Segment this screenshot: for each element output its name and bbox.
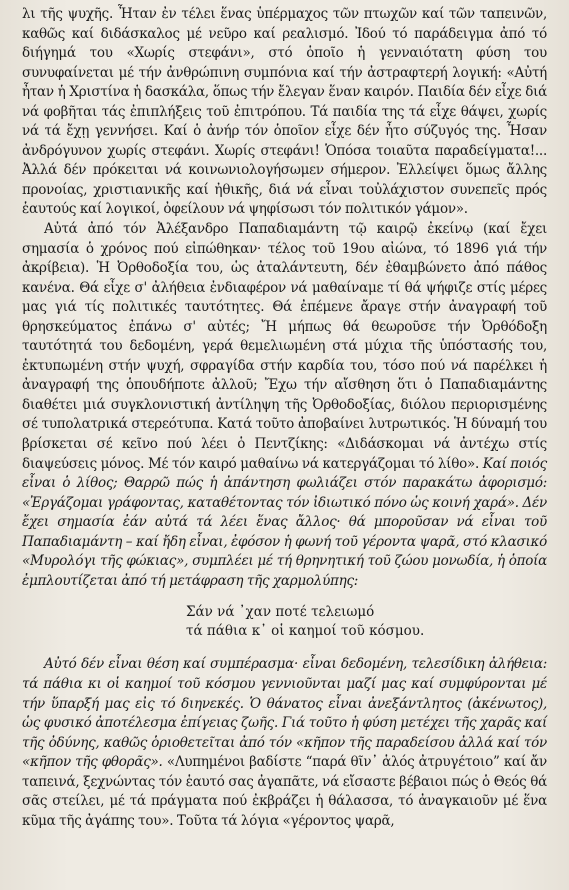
paragraph-3-part-a: Αὐτό δέν εἶναι θέση καί συμπέρασμα· εἶναι δεδομένη, τελεσίδικη ἀλήθεια: τά πάθια κι οἱ καημοί τοῦ κόσμου γεννιοῦνται μαζί μας καί συμφύρονται μέ τήν ὕπαρξή μας εἰς τό διηνεκές. Ὁ θάνατος εἶναι ἀνεξάντλητος (ἀκένωτος), ὡς φυσικό ἀποτέλεσμα ἐπίγειας ζωῆς. Γιά τοῦτο ἡ φύση μετέχει τῆς χαρᾶς καί τῆς ὀδύνης, καθῶς ὁριοθετεῖται ἀπό τόν «κῆπον τῆς παραδείσου ἀλλά καί τόν «κῆπον τῆς φθορᾶς». — [22, 656, 547, 771]
paragraph-2-part-c: Καί ποιός εἶναι ὁ λίθος; Θαρρῶ πώς ἡ ἀπάντηση φωλιάζει στόν παρακάτω ἀφορισμό: «Ἐργάζομαι γράφοντας, καταθέτοντας τόν ἰδιωτικό πόνο ὡς κοινή χαρά». Δέν ἔχει σημασία ἐάν αὐτά τά λέει ἕνας ἄλλος· θά μποροῦσαν νά εἶναι τοῦ Παπαδιαμάντη – καί ἤδη εἶναι, ἐφόσον ἡ φωνή τοῦ γέροντα ψαρᾶ, στό κλασικό «Μυρολόγι τῆς φώκιας», συμπλέει μέ τή θρηνητική τοῦ ζώου μονωδία, ἡ ὁποία ἐμπλουτίζεται ἀπό τή μετάφραση τῆς χαρμολύπης: — [22, 455, 547, 589]
verse-line-1: Σάν νά ᾽χαν ποτέ τελειωμό — [186, 604, 375, 621]
verse-line-2: τά πάθια κ᾽ οἱ καημοί τοῦ κόσμου. — [186, 623, 425, 640]
paragraph-2-part-a: Αὐτά ἀπό τόν Ἀλέξανδρο Παπαδιαμάντη τῷ καιρῷ ἐκείνῳ (καί ἔχει σημασία ὁ χρόνος πού εἰπώθηκαν· τέλος τοῦ 19ου αἰώνα, τό 1896 γιά τήν ἀκρίβεια). Ἡ Ὀρθοδοξία του, ὡς ἀταλάντευτη, δέν ἐθαμβώνετο ἀπό πάθος κανένα. Θά εἶχε σ' ἀλήθεια ἐνδιαφέρον νά μαθαίναμε τί θά ψήφιζε στίς μέρες μας γιά τίς πολιτικές ταυτότητες. Θά ἐπέμενε ἄραγε στήν ἀναγραφή τοῦ θρησκεύματος ἐπάνω σ' αὐτές; Ἤ μήπως θά θεωροῦσε τήν Ὀρθόδοξη ταυτότητά του δεδομένη, γερά θεμελιωμένη στά μύχια τῆς ὑπόστασής του, ἐκτυπωμένη στήν ψυχή, σφραγίδα στήν καρδία του, τόσο πού νά παρέλκει ἡ ἀναγραφή της ὁπουδήποτε ἀλλοῦ; Ἔχω τήν αἴσθηση ὅτι ὁ Παπαδιαμάντης διαθέτει μιά συγκλονιστική ἀντίληψη τῆς Ὀρθοδοξίας, διόλου περιορισμένης σέ τυπολατρικά στερεότυπα. — [22, 221, 547, 433]
paragraph-3-part-b: «Λυπημένοι βαδίστε “παρά θῖν᾽ ἁλός ἀτρυγέτοιο” καί ἄν ταπεινά, ξεχνώντας τόν ἑαυτό σας ἀγαπᾶτε, νά εἴσαστε βέβαιοι πώς ὁ Θεός θά σᾶς στείλει, μέ τά πράγματα πού ἐκβράζει ἡ θάλασσα, τό ἀναγκαιοῦν μέ ἕνα κῦμα τῆς ἀγάπης του». Τοῦτα τά λόγια «γέροντος ψαρᾶ, — [22, 754, 547, 829]
paragraph-2-part-b: Κατά τοῦτο ἀποβαίνει λυτρωτικός. Ἡ δύναμή του βρίσκεται σέ κεῖνο πού λέει ὁ Πεντζίκης: «Διδάσκομαι νά ἀντέχω στίς διαψεύσεις μόνος. Μέ τόν καιρό μαθαίνω νά κατεργάζομαι τό λίθο». — [22, 416, 547, 472]
paragraph-3 — [22, 655, 547, 831]
verse-quote — [22, 603, 547, 641]
paragraph-2 — [22, 220, 547, 591]
paragraph-1: λι τῆς ψυχῆς. Ἦταν ἐν τέλει ἕνας ὑπέρμαχος τῶν πτωχῶν καί τῶν ταπεινῶν, καθῶς καί διδάσκαλος μέ νεῦρο καί ρεαλισμό. Ἰδού τό παράδειγμα ἀπό τό διήγημά του «Χωρίς στεφάνι», στό ὁποῖο ἡ γενναιότατη φύση του συνυφαίνεται μέ τήν ἀνθρώπινη συμπόνια καί τήν ἀστραφτερή λογική: «Αὐτή ἦταν ἡ Χριστίνα ἡ δασκάλα, ὅπως τήν ἔλεγαν ἕναν καιρόν. Παιδία δέν εἶχε διά νά φοβῆται τάς ἐπιπλήξεις τοῦ ἐπιτρόπου. Τά παιδία της τά εἶχε θάψει, χωρίς νά τά ἔχῃ γεννήσει. Καί ὁ ἀνήρ τόν ὁποῖον εἶχε δέν ἦτο σύζυγός της. Ἦσαν ἀνδρόγυνον χωρίς στεφάνι. Χωρίς στεφάνι! Ὁπόσα τοιαῦτα παραδείγματα!... Ἀλλά δέν πρόκειται νά κοινωνιολογήσωμεν σήμερον. Ἐλλείψει ὅμως ἄλλης προνοίας, χριστιανικῆς καί ἠθικῆς, διά νά εἶναι τοὐλάχιστον συνεπεῖς πρός ἑαυτούς καί λογικοί, ὀφείλουν νά ψηφίσωσι τόν πολιτικόν γάμον». — [22, 6, 547, 218]
